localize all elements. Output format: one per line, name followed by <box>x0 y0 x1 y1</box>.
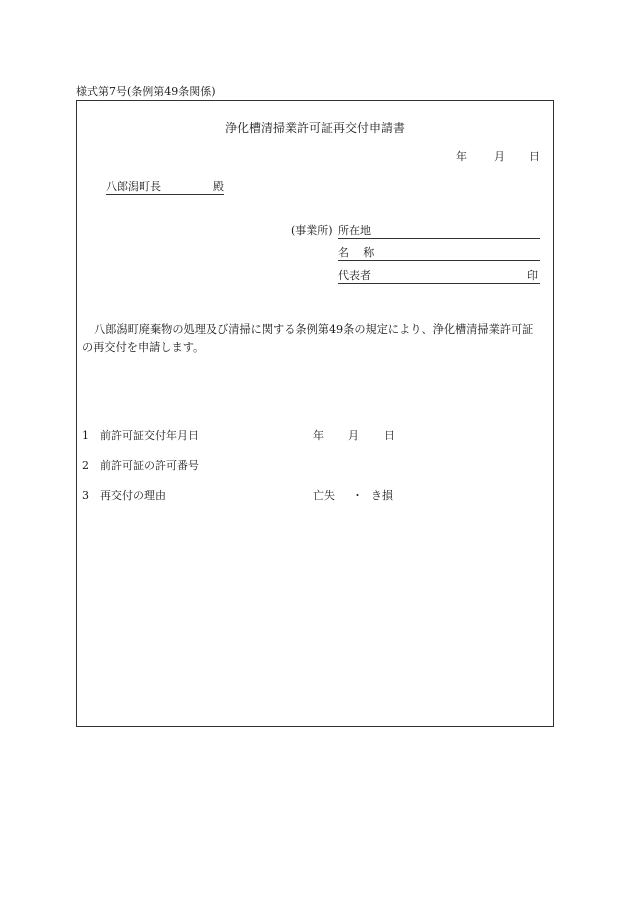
item1-day-label: 日 <box>384 429 395 442</box>
addressee-name: 八郎潟町長 <box>106 180 161 193</box>
item-reissue-reason <box>82 490 166 501</box>
item-label: 再交付の理由 <box>100 489 166 502</box>
item-previous-permit-number <box>82 460 199 471</box>
application-statement: 八郎潟町廃棄物の処理及び清掃に関する条例第49条の規定により、浄化槽清掃業許可証の再交付を申請します。 <box>82 323 534 354</box>
reason-option-lost[interactable]: 亡失 <box>313 489 335 502</box>
addressee <box>106 181 224 195</box>
item-previous-issue-date <box>82 430 199 441</box>
reason-option-damaged[interactable]: き損 <box>371 489 393 502</box>
date-month-label: 月 <box>494 150 505 163</box>
item-label: 前許可証の許可番号 <box>100 459 199 472</box>
form-code: 様式第7号(条例第49条関係) <box>76 85 216 98</box>
item-number: 1 <box>82 429 89 442</box>
representative-label: 代表者 <box>338 269 371 282</box>
document-title: 浄化槽清掃業許可証再交付申請書 <box>224 121 405 135</box>
item-label: 前許可証交付年月日 <box>100 429 199 442</box>
office-prefix: (事業所) <box>291 224 333 237</box>
reason-separator: ・ <box>352 489 363 502</box>
address-field[interactable] <box>338 225 540 239</box>
addressee-honorific: 殿 <box>213 180 224 193</box>
name-label: 名称 <box>338 246 389 259</box>
seal-mark: 印 <box>527 269 538 282</box>
item-number: 3 <box>82 489 89 502</box>
item1-month-label: 月 <box>348 429 359 442</box>
item-number: 2 <box>82 459 89 472</box>
date-day-label: 日 <box>529 150 540 163</box>
item1-year-label: 年 <box>313 429 324 442</box>
name-field[interactable] <box>338 247 540 261</box>
date-year-label: 年 <box>456 150 467 163</box>
representative-field[interactable] <box>338 270 540 284</box>
address-label: 所在地 <box>338 224 371 237</box>
